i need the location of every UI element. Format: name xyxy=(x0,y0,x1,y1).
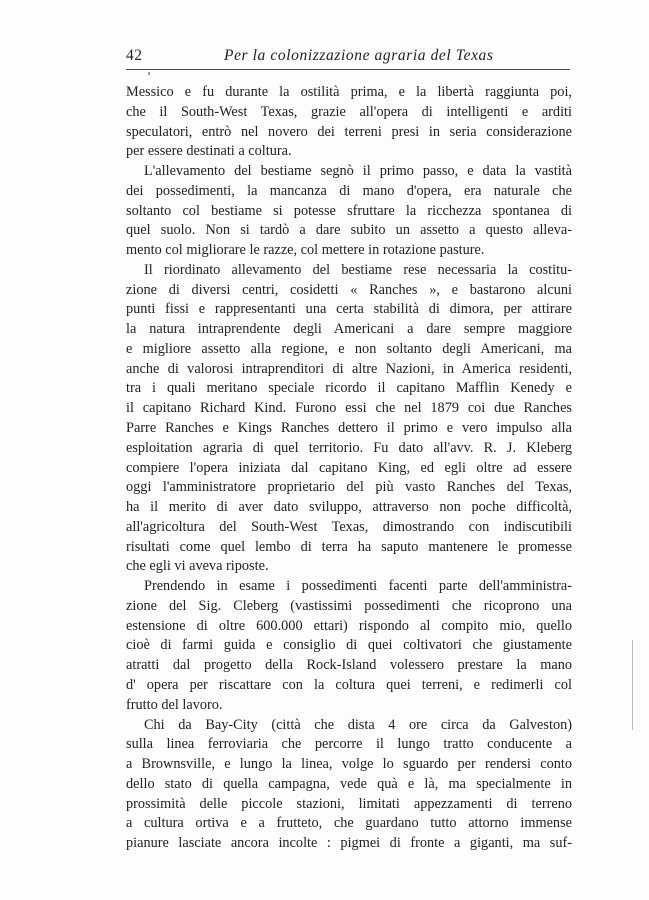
text-line: punti fissi e rappresentanti una certa stabilità di dimora, per attirare xyxy=(126,301,572,318)
text-line: mento col migliorare le razze, col mettere in rotazione pasture. xyxy=(126,242,485,259)
text-line: zione di diversi centri, cosidetti « Ranches », e bastarono alcuni xyxy=(126,281,572,298)
text-line: per essere destinati a coltura. xyxy=(126,143,292,160)
text-line: Il riordinato allevamento del bestiame rese necessaria la costitu- xyxy=(144,261,572,278)
text-line: Messico e fu durante la ostilità prima, e la libertà raggiunta poi, xyxy=(126,84,572,100)
text-line: frutto del lavoro. xyxy=(126,696,223,713)
text-line: e migliore assetto alla regione, e non soltanto degli Americani, ma xyxy=(126,340,572,357)
text-line: L'allevamento del bestiame segnò il primo passo, e data la vastità xyxy=(144,163,572,180)
text-line: prossimità delle piccole stazioni, limitati appezzamenti di terreno xyxy=(126,795,572,812)
text-line: che il South-West Texas, grazie all'opera di intelligenti e arditi xyxy=(126,103,572,120)
text-line: atratti dal progetto della Rock-Island volessero prestare la mano xyxy=(126,657,572,674)
text-line: Prendendo in esame i possedimenti facenti parte dell'amministra- xyxy=(144,578,572,595)
text-line: risultati come quel lembo di terra ha saputo mantenere le promesse xyxy=(126,538,572,555)
text-line: all'agricoltura del South-West Texas, dimostrando con indiscutibili xyxy=(126,518,572,535)
running-title: Per la colonizzazione agraria del Texas xyxy=(224,47,494,64)
text-line: esploitation agraria di quel territorio. Fu dato all'avv. R. J. Kleberg xyxy=(126,439,572,456)
page-number: 42 xyxy=(126,47,143,64)
running-head xyxy=(126,45,570,67)
text-line: speculatori, entrò nel novero dei terreni presi in seria considerazione xyxy=(126,123,572,140)
text-line: estensione di oltre 600.000 ettari) rispondo al compito mio, quello xyxy=(126,617,572,634)
text-line: a cultura ortiva e a frutteto, che guardano tutto attorno immense xyxy=(126,815,572,832)
margin-scan-mark xyxy=(632,640,633,730)
text-line: compiere l'opera iniziata dal capitano King, ed egli oltre ad essere xyxy=(126,459,572,476)
text-line: dello stato di quella campagna, vede quà e là, ma specialmente in xyxy=(126,775,572,792)
text-line: che egli vi aveva riposte. xyxy=(126,558,269,575)
text-line: zione del Sig. Cleberg (vastissimi possedimenti che ricoprono una xyxy=(126,597,572,614)
text-line: d' opera per riscattare con la coltura quei terreni, e redimerli col xyxy=(126,676,572,693)
text-line: ha il merito di aver dato sviluppo, attraverso non poche difficoltà, xyxy=(126,499,572,516)
text-line: la natura intraprendente degli Americani a dare sempre maggiore xyxy=(126,321,572,338)
text-line: soltanto col bestiame si potesse sfruttare la ricchezza spontanea di xyxy=(126,202,572,219)
header-rule xyxy=(126,69,570,70)
body-text xyxy=(126,83,572,854)
text-line: il capitano Richard Kind. Furono essi che nel 1879 coi due Ranches xyxy=(126,400,572,417)
text-line: quel suolo. Non si tardò a dare subito un assetto a questo alleva- xyxy=(126,222,572,239)
text-line: Chi da Bay-City (città che dista 4 ore circa da Galveston) xyxy=(144,716,572,733)
text-line: sulla linea ferroviaria che percorre il lungo tratto conducente a xyxy=(126,736,572,753)
text-line: oggi l'amministratore proprietario del più vasto Ranches del Texas, xyxy=(126,479,572,496)
text-line: dei possedimenti, la mancanza di mano d'opera, era naturale che xyxy=(126,182,572,199)
print-speck xyxy=(148,72,150,75)
text-line: tra i quali meritano speciale ricordo il capitano Mafflin Kenedy e xyxy=(126,380,572,397)
text-line: cioè di farmi guida e consiglio di quei coltivatori che giustamente xyxy=(126,637,572,654)
text-line: a Brownsville, e lungo la linea, volge lo sguardo per rendersi conto xyxy=(126,756,572,773)
text-line: anche di valorosi intraprenditori di altre Nazioni, in America residenti, xyxy=(126,360,572,377)
text-line: pianure lasciate ancora incolte : pigmei di fronte a giganti, ma suf- xyxy=(126,835,572,852)
text-line: Parre Ranches e Kings Ranches dettero il primo e vero impulso alla xyxy=(126,420,572,437)
